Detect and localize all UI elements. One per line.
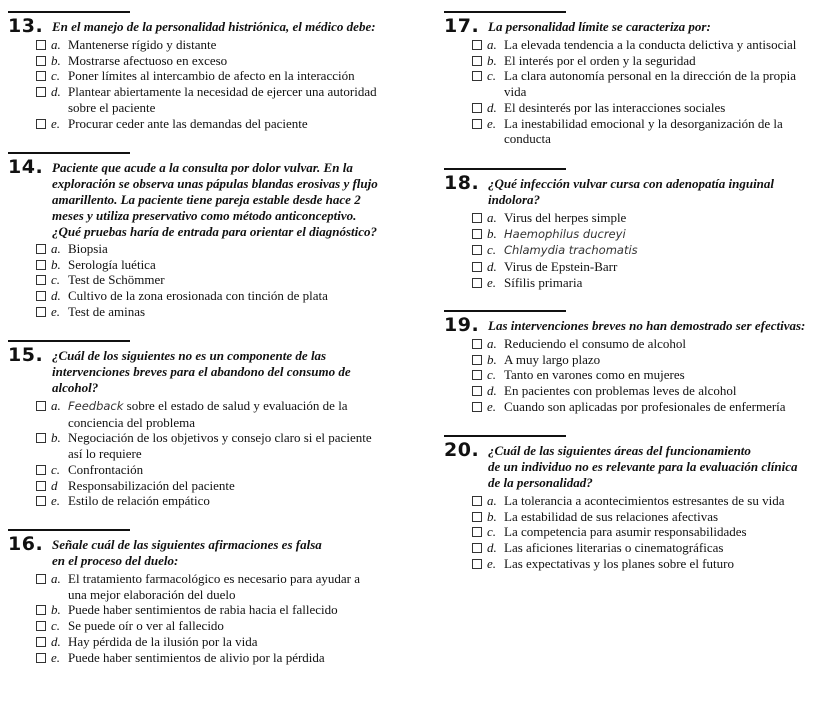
option-c[interactable]: c. Test de Schömmer [36,272,408,288]
question-header [8,533,408,569]
checkbox[interactable] [472,386,482,396]
question-header [444,172,820,208]
option-a[interactable]: a. El tratamiento farmacológico es necesario para ayudar a una mejor elaboración del duelo [36,571,408,602]
checkbox[interactable] [36,401,46,411]
question-text: En el manejo de la personalidad histriónica, el médico debe: [52,19,376,34]
option-d[interactable]: d. Cultivo de la zona erosionada con tinción de plata [36,288,408,304]
checkbox[interactable] [472,229,482,239]
option-c[interactable]: c. La competencia para asumir responsabilidades [472,524,820,540]
options-list [36,37,408,131]
option-e[interactable]: e. Test de aminas [36,304,408,320]
option-d[interactable]: d. Plantear abiertamente la necesidad de ejercer una autoridad sobre el paciente [36,84,408,115]
checkbox[interactable] [36,496,46,506]
option-b[interactable]: b. El interés por el orden y la seguridad [472,53,820,69]
checkbox[interactable] [472,559,482,569]
question-number: 15. [8,344,44,366]
question-text: La personalidad límite se caracteriza por: [488,19,711,34]
options-list [36,398,408,509]
option-a[interactable]: a. Reduciendo el consumo de alcohol [472,336,820,352]
question-divider [444,11,566,13]
checkbox[interactable] [472,543,482,553]
checkbox[interactable] [472,213,482,223]
options-list [36,571,408,665]
option-d[interactable]: d. El desinterés por las interacciones sociales [472,100,820,116]
option-d[interactable]: d. Hay pérdida de la ilusión por la vida [36,634,408,650]
question-text: Paciente que acude a la consulta por dolor vulvar. En la exploración se observa unas pápulas blandas erosivas y flujo amarillento. La paciente tiene pareja estable desde hace 2 meses y utiliza preservativo como método anticonceptivo. ¿Qué pruebas haría de entrada para orientar el diagnóstico? [52,160,378,239]
question-number: 19. [444,314,480,336]
option-b[interactable]: b. Serología luética [36,257,408,273]
checkbox[interactable] [36,275,46,285]
question-header [8,344,408,396]
question-divider [8,340,130,342]
checkbox[interactable] [36,621,46,631]
question-number: 13. [8,15,44,37]
question-header [444,15,820,37]
question-text: ¿Qué infección vulvar cursa con adenopatía inguinal indolora? [488,176,775,207]
checkbox[interactable] [36,291,46,301]
checkbox[interactable] [36,653,46,663]
question-divider [444,168,566,170]
option-e[interactable]: e. Puede haber sentimientos de alivio por la pérdida [36,650,408,666]
option-d[interactable]: d. Las aficiones literarias o cinematográficas [472,540,820,556]
option-b[interactable]: b. Mostrarse afectuoso en exceso [36,53,408,69]
question-divider [444,310,566,312]
question-header [444,314,820,336]
option-b[interactable]: b. Puede haber sentimientos de rabia hacia el fallecido [36,602,408,618]
checkbox[interactable] [472,56,482,66]
checkbox[interactable] [472,370,482,380]
options-list [472,210,820,291]
option-e[interactable]: e. Estilo de relación empático [36,493,408,509]
question-text: Las intervenciones breves no han demostrado ser efectivas: [488,318,806,333]
checkbox[interactable] [36,260,46,270]
option-b[interactable]: b. La estabilidad de sus relaciones afectivas [472,509,820,525]
option-a[interactable]: a. La elevada tendencia a la conducta delictiva y antisocial [472,37,820,53]
option-b[interactable]: b. Negociación de los objetivos y consejo claro si el paciente así lo requiere [36,430,408,461]
option-c[interactable]: c. La clara autonomía personal en la dirección de la propia vida [472,68,820,99]
checkbox[interactable] [36,71,46,81]
option-e[interactable]: e. Las expectativas y los planes sobre el futuro [472,556,820,572]
checkbox[interactable] [36,465,46,475]
checkbox[interactable] [36,244,46,254]
option-a[interactable]: a. Mantenerse rígido y distante [36,37,408,53]
question-number: 14. [8,156,44,178]
option-e[interactable]: e. La inestabilidad emocional y la desorganización de la conducta [472,116,820,147]
checkbox[interactable] [472,278,482,288]
question-divider [444,435,566,437]
checkbox[interactable] [472,496,482,506]
option-a[interactable]: a. La tolerancia a acontecimientos estresantes de su vida [472,493,820,509]
question-divider [8,152,130,154]
checkbox[interactable] [36,574,46,584]
options-list [472,336,820,415]
option-c[interactable]: c. Se puede oír o ver al fallecido [36,618,408,634]
option-b[interactable]: b. Haemophilus ducreyi [472,226,820,243]
checkbox[interactable] [472,103,482,113]
question-divider [8,529,130,531]
option-a[interactable]: a. Virus del herpes simple [472,210,820,226]
checkbox[interactable] [472,245,482,255]
checkbox[interactable] [472,402,482,412]
option-d[interactable]: d. Virus de Epstein-Barr [472,259,820,275]
checkbox[interactable] [36,119,46,129]
question-header [444,439,820,491]
option-c[interactable]: c. Poner límites al intercambio de afecto en la interacción [36,68,408,84]
option-c[interactable]: c. Tanto en varones como en mujeres [472,367,820,383]
options-list [472,37,820,147]
question-number: 16. [8,533,44,555]
question-number: 20. [444,439,480,461]
question-text: ¿Cuál de los siguientes no es un componente de las intervenciones breves para el abandono del consumo de alcohol? [52,348,351,395]
species-name: Haemophilus ducreyi [504,226,626,241]
checkbox[interactable] [472,527,482,537]
option-e[interactable]: e. Cuando son aplicadas por profesionales de enfermería [472,399,820,415]
checkbox[interactable] [36,56,46,66]
checkbox[interactable] [472,355,482,365]
feedback-term: Feedback [68,399,124,413]
option-c[interactable]: c. Chlamydia trachomatis [472,242,820,259]
question-number: 17. [444,15,480,37]
checkbox[interactable] [36,40,46,50]
options-list [472,493,820,572]
option-c[interactable]: c. Confrontación [36,462,408,478]
checkbox[interactable] [472,71,482,81]
checkbox[interactable] [472,119,482,129]
question-text: ¿Cuál de las siguientes áreas del funcionamiento de un individuo no es relevante para la evaluación clínica de la personalidad? [488,443,798,490]
species-name: Chlamydia trachomatis [504,243,638,258]
checkbox[interactable] [472,262,482,272]
checkbox[interactable] [472,512,482,522]
question-header [8,15,408,37]
checkbox[interactable] [472,40,482,50]
options-list [36,241,408,320]
question-header [8,156,408,240]
checkbox[interactable] [36,605,46,615]
checkbox[interactable] [36,637,46,647]
question-number: 18. [444,172,480,194]
option-b[interactable]: b. A muy largo plazo [472,352,820,368]
option-e[interactable]: e. Procurar ceder ante las demandas del paciente [36,116,408,132]
checkbox[interactable] [36,307,46,317]
checkbox[interactable] [36,87,46,97]
option-d[interactable]: d. En pacientes con problemas leves de alcohol [472,383,820,399]
checkbox[interactable] [472,339,482,349]
checkbox[interactable] [36,433,46,443]
option-d[interactable]: d Responsabilización del paciente [36,478,408,494]
option-e[interactable]: e. Sífilis primaria [472,275,820,291]
question-divider [8,11,130,13]
question-text: Señale cuál de las siguientes afirmaciones es falsa en el proceso del duelo: [52,537,322,568]
option-a[interactable]: a. Biopsia [36,241,408,257]
checkbox[interactable] [36,481,46,491]
option-a[interactable]: a. Feedback sobre el estado de salud y evaluación de la conciencia del problema [36,398,408,430]
